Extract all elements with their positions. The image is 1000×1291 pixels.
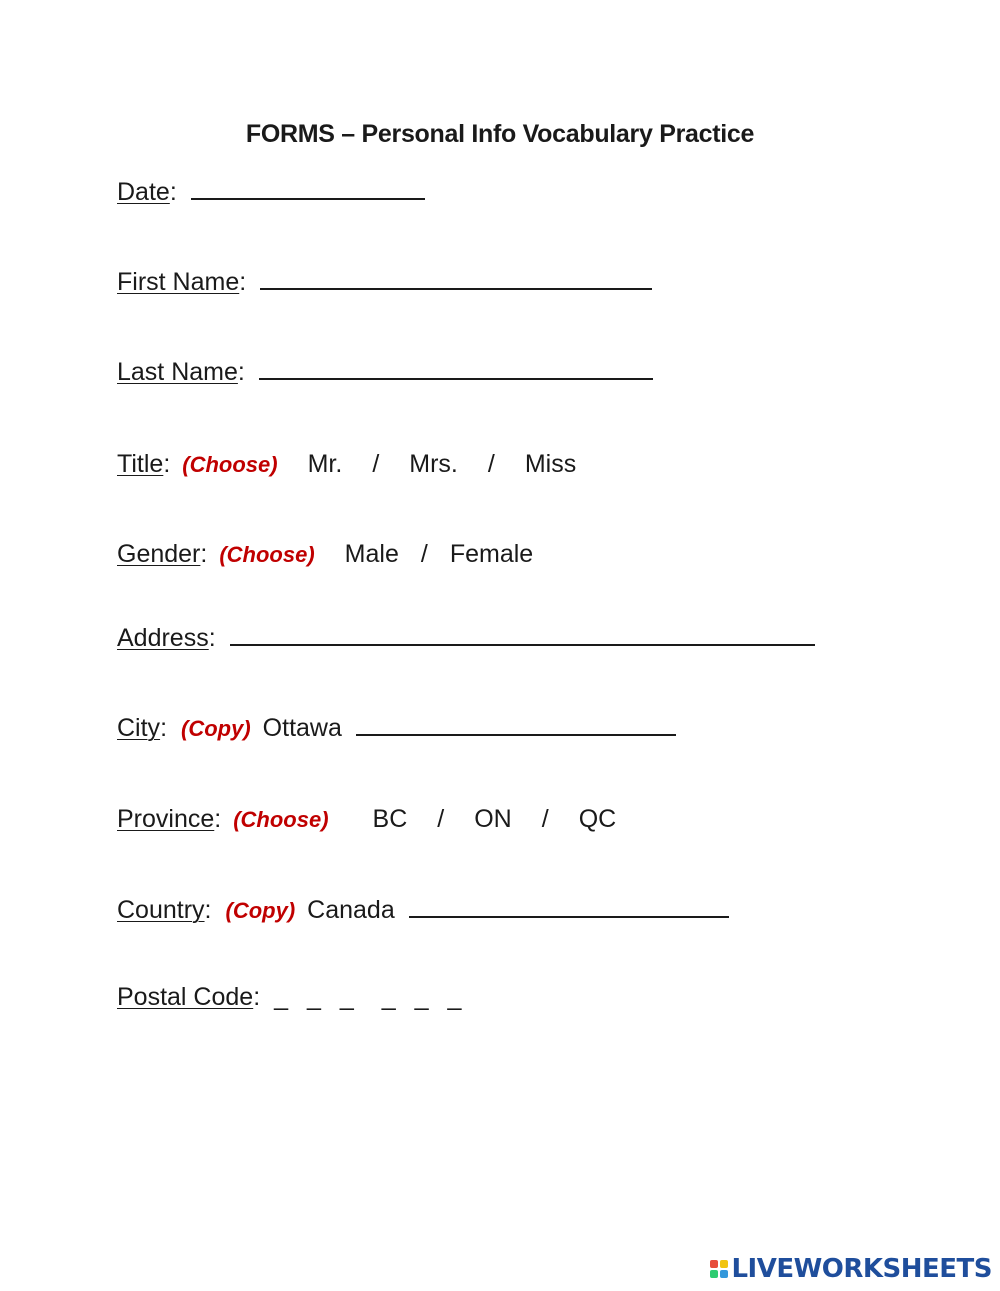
gender-colon: : [200, 540, 208, 568]
liveworksheets-logo [710, 1254, 992, 1284]
province-separator: / [437, 805, 445, 833]
country-hint: (Copy) [225, 898, 296, 923]
postal-code-label: Postal Code [117, 983, 254, 1011]
last-name-input[interactable] [259, 356, 653, 380]
date-label: Date [117, 178, 170, 206]
last-name-colon: : [237, 358, 245, 386]
first-name-row [117, 266, 652, 298]
city-colon: : [160, 714, 168, 742]
date-colon: : [169, 178, 177, 206]
city-hint: (Copy) [181, 716, 251, 741]
title-row [117, 448, 576, 481]
gender-label: Gender [117, 540, 201, 568]
gender-row [117, 538, 533, 571]
gender-hint: (Choose) [219, 542, 315, 567]
address-label: Address [117, 624, 209, 652]
title-option-mrs[interactable]: Mrs. [409, 450, 458, 478]
province-option-on[interactable]: ON [474, 805, 512, 833]
first-name-label: First Name [117, 268, 240, 296]
title-separator: / [372, 450, 380, 478]
last-name-label: Last Name [117, 358, 238, 386]
title-separator: / [487, 450, 495, 478]
country-row [117, 894, 729, 927]
gender-option-male[interactable]: Male [344, 540, 399, 568]
date-input[interactable] [191, 176, 425, 200]
city-input[interactable] [356, 712, 676, 736]
last-name-row [117, 356, 653, 388]
country-input[interactable] [409, 894, 729, 918]
postal-code-colon: : [253, 983, 261, 1011]
first-name-input[interactable] [260, 266, 652, 290]
province-colon: : [214, 805, 222, 833]
page-title: FORMS – Personal Info Vocabulary Practice [245, 120, 755, 148]
title-option-miss[interactable]: Miss [524, 450, 577, 478]
gender-option-female[interactable]: Female [449, 540, 534, 568]
country-label: Country [117, 896, 205, 924]
province-label: Province [117, 805, 215, 833]
title-colon: : [163, 450, 171, 478]
title-hint: (Choose) [182, 452, 278, 477]
address-input[interactable] [230, 622, 815, 646]
postal-code-row [117, 981, 467, 1013]
country-value: Canada [307, 896, 395, 924]
postal-code-input-1[interactable]: _ _ _ [274, 983, 360, 1011]
city-row [117, 712, 676, 745]
province-separator: / [541, 805, 549, 833]
title-option-mr[interactable]: Mr. [307, 450, 343, 478]
country-colon: : [204, 896, 212, 924]
city-value: Ottawa [262, 714, 342, 742]
province-hint: (Choose) [233, 807, 329, 832]
title-label: Title [117, 450, 164, 478]
logo-blocks-icon [710, 1260, 728, 1278]
province-option-bc[interactable]: BC [372, 805, 408, 833]
city-label: City [117, 714, 161, 742]
logo-text: LIVEWORKSHEETS [731, 1254, 992, 1284]
postal-code-input-2[interactable]: _ _ _ [381, 983, 468, 1011]
date-row [117, 176, 425, 208]
address-colon: : [208, 624, 216, 652]
address-row [117, 622, 815, 654]
first-name-colon: : [239, 268, 247, 296]
province-row [117, 803, 616, 836]
gender-separator: / [420, 540, 428, 568]
province-option-qc[interactable]: QC [578, 805, 617, 833]
